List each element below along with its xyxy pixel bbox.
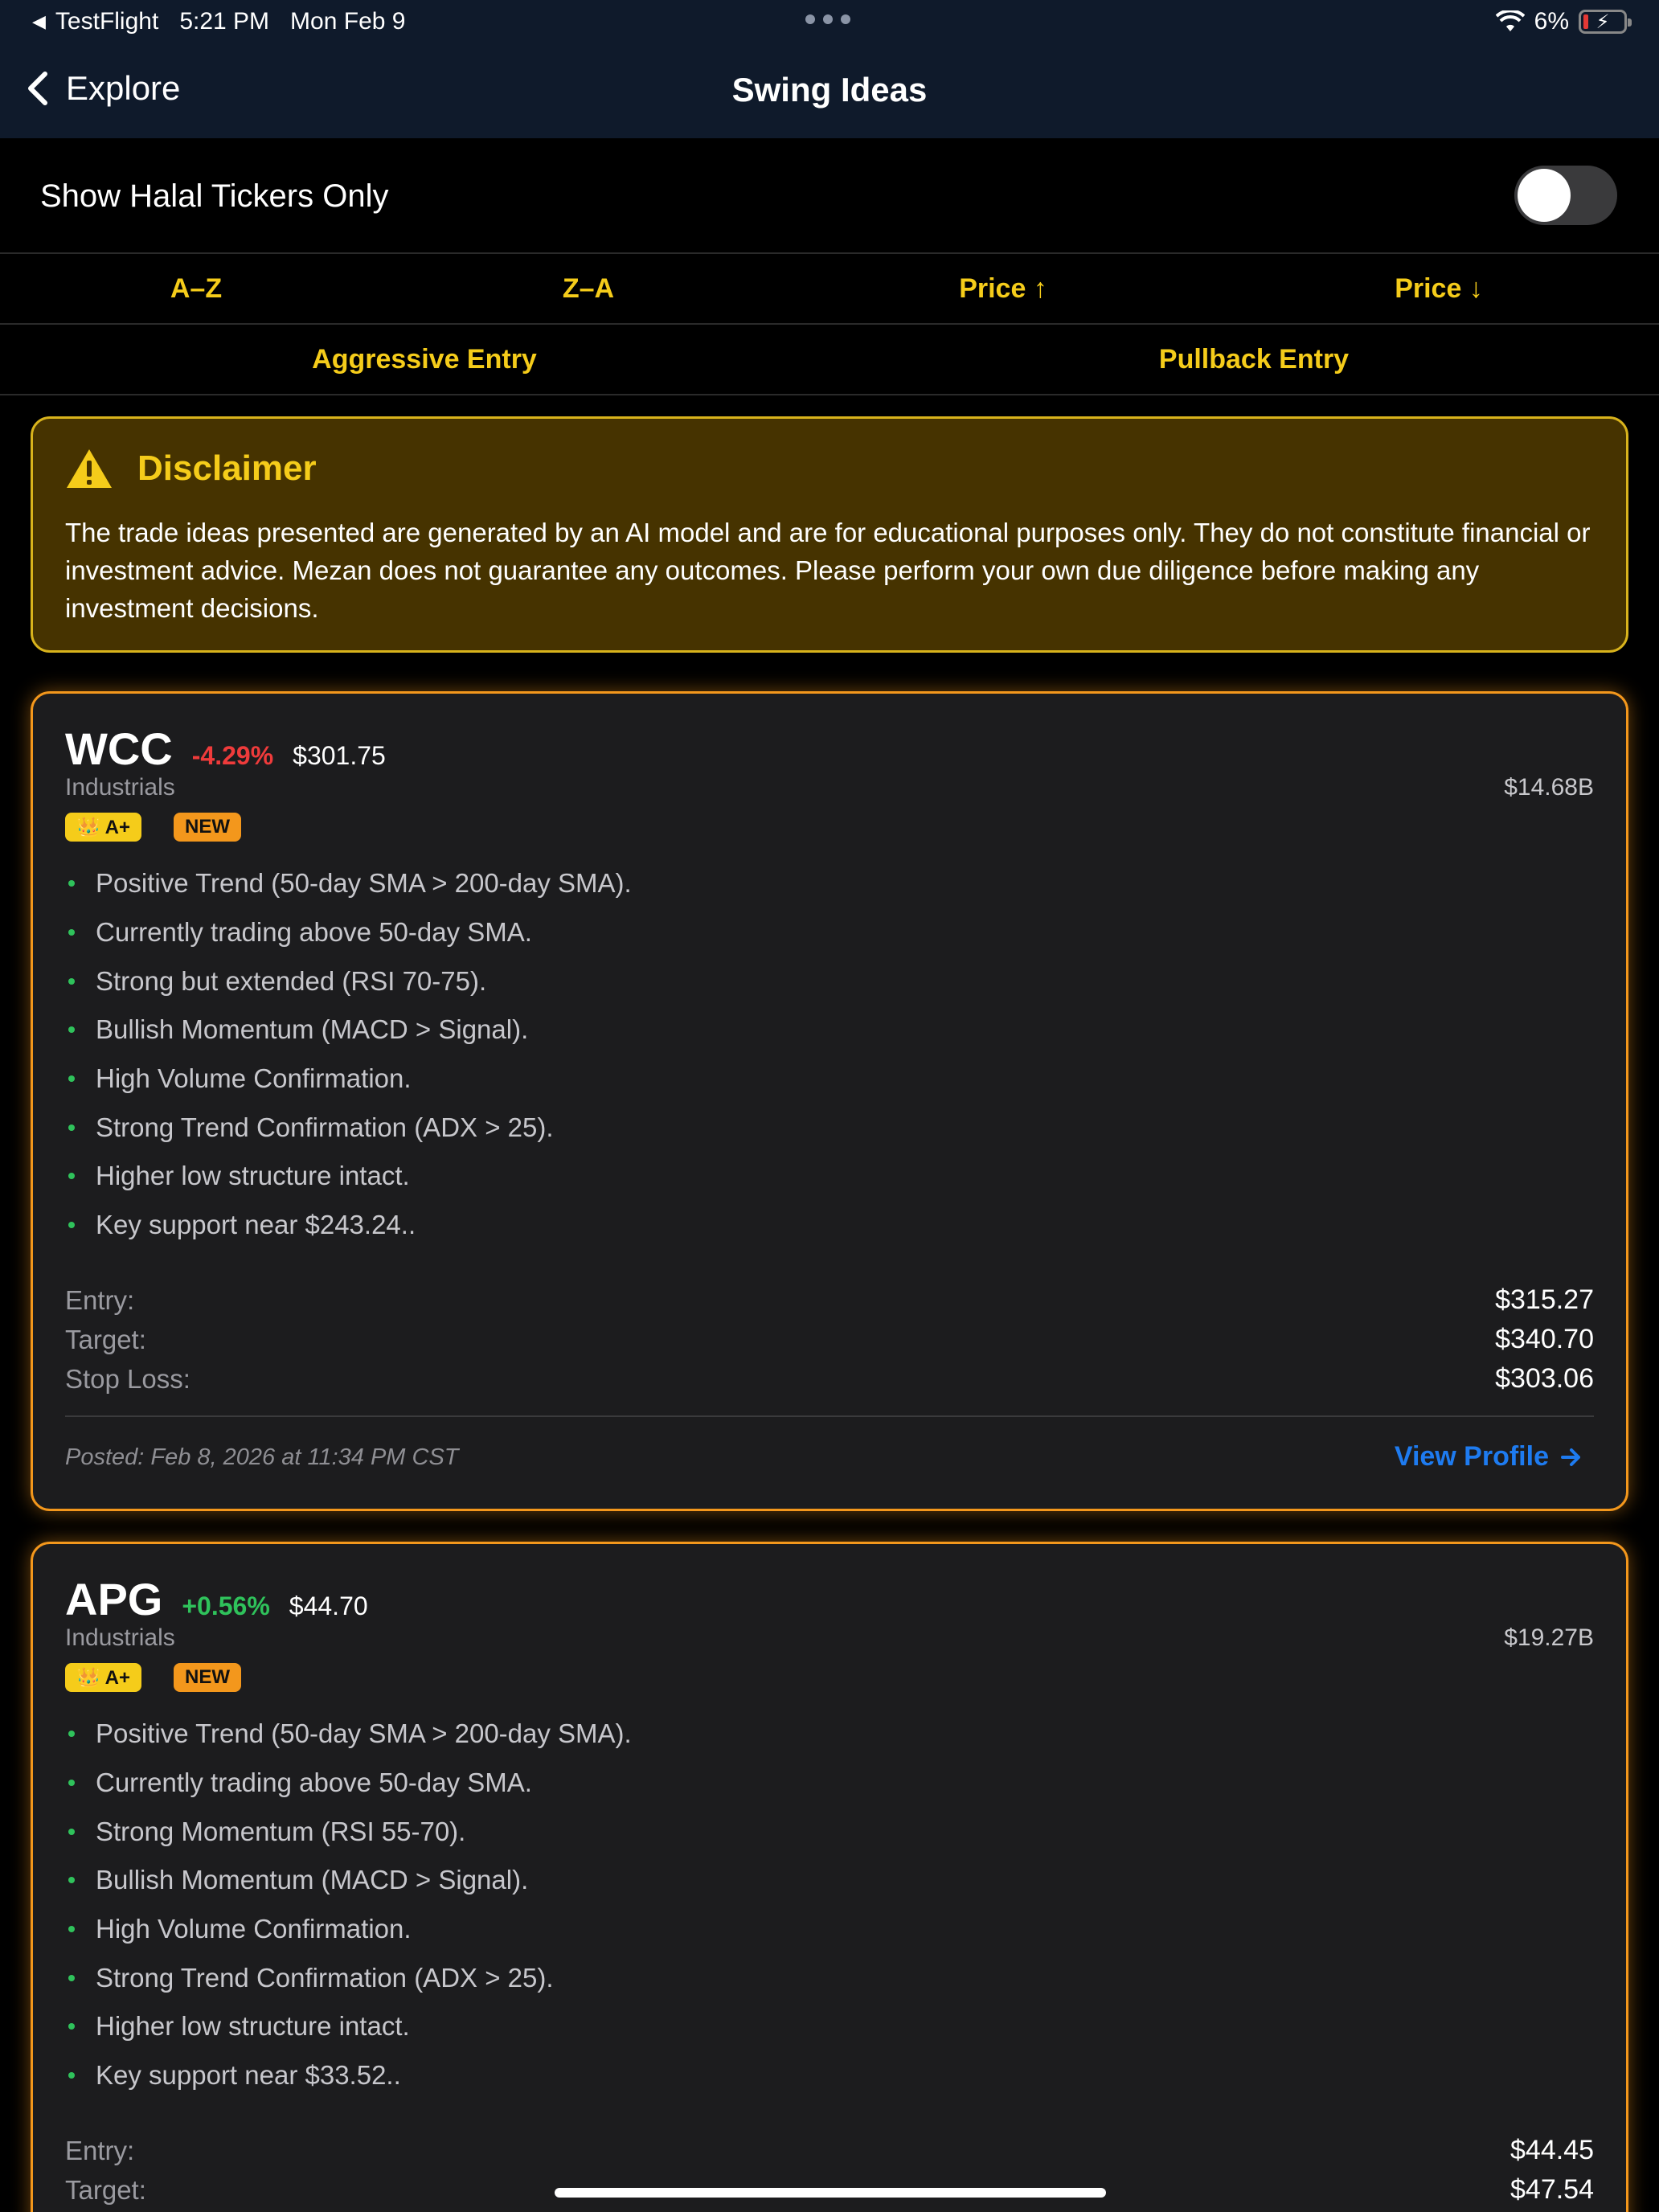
signal-item <box>65 1905 632 1954</box>
entry-value: $315.27 <box>1495 1284 1594 1315</box>
disclaimer-title: Disclaimer <box>137 449 317 488</box>
entry-row <box>65 1280 1594 1320</box>
swing-idea-card[interactable] <box>31 1542 1628 2212</box>
signal-list <box>65 859 632 1250</box>
signal-item <box>65 1856 632 1905</box>
grade-badge: 👑 A+ <box>65 1663 141 1692</box>
bullet-icon <box>68 1731 75 1737</box>
swing-idea-card[interactable] <box>31 691 1628 1511</box>
signal-text: Bullish Momentum (MACD > Signal). <box>96 1014 529 1045</box>
card-divider <box>65 1415 1594 1417</box>
trade-levels <box>65 2131 1594 2210</box>
disclaimer-box <box>31 416 1628 653</box>
halal-filter-label: Show Halal Tickers Only <box>40 178 389 214</box>
posted-timestamp: Posted: Feb 8, 2026 at 11:34 PM CST <box>65 1444 459 1470</box>
bullet-icon <box>68 1124 75 1131</box>
signal-item <box>65 956 632 1006</box>
entry-type-row <box>0 325 1659 395</box>
signal-item <box>65 1201 632 1250</box>
bullet-icon <box>68 2072 75 2079</box>
target-value: $340.70 <box>1495 1324 1594 1354</box>
halal-filter-row <box>0 138 1659 254</box>
aggressive-entry-button[interactable]: Aggressive Entry <box>312 344 537 375</box>
status-time: 5:21 PM <box>179 8 270 35</box>
ticker-symbol: APG <box>65 1574 163 1624</box>
battery-charging-icon: ⚡ <box>1579 10 1627 34</box>
sort-options-row <box>0 254 1659 325</box>
sort-z-a-button[interactable]: Z–A <box>562 273 615 304</box>
signal-item <box>65 859 632 908</box>
signal-text: Currently trading above 50-day SMA. <box>96 917 532 948</box>
back-to-app-icon[interactable]: ◀ <box>32 11 46 31</box>
target-label: Target: <box>65 1324 146 1354</box>
ticker-symbol: WCC <box>65 723 173 774</box>
signal-text: High Volume Confirmation. <box>96 1063 412 1094</box>
toggle-knob <box>1518 169 1571 222</box>
bullet-icon <box>68 1075 75 1082</box>
signal-text: Key support near $243.24.. <box>96 1210 416 1240</box>
wifi-icon <box>1496 10 1525 33</box>
halal-toggle[interactable] <box>1514 166 1617 225</box>
bullet-icon <box>68 880 75 887</box>
bullet-icon <box>68 1829 75 1835</box>
arrow-right-icon <box>1560 1446 1583 1469</box>
bullet-icon <box>68 929 75 936</box>
signal-item <box>65 1710 632 1759</box>
signal-item <box>65 2051 632 2100</box>
entry-label: Entry: <box>65 1284 135 1315</box>
price-change: +0.56% <box>182 1591 270 1620</box>
view-profile-link[interactable] <box>1395 1441 1583 1473</box>
status-date: Mon Feb 9 <box>290 8 406 35</box>
signal-item <box>65 1006 632 1055</box>
new-badge: NEW <box>174 813 241 842</box>
battery-percent: 6% <box>1534 8 1569 35</box>
signal-item <box>65 1103 632 1152</box>
signal-item <box>65 1759 632 1808</box>
signal-text: High Volume Confirmation. <box>96 1914 412 1944</box>
signal-text: Positive Trend (50-day SMA > 200-day SMA). <box>96 868 632 899</box>
signal-item <box>65 1953 632 2002</box>
pullback-entry-button[interactable]: Pullback Entry <box>1158 344 1350 375</box>
bullet-icon <box>68 1877 75 1883</box>
home-indicator[interactable] <box>555 2188 1106 2198</box>
sort-a-z-button[interactable]: A–Z <box>170 273 223 304</box>
signal-text: Bullish Momentum (MACD > Signal). <box>96 1865 529 1895</box>
bullet-icon <box>68 2023 75 2030</box>
price-change: -4.29% <box>191 741 274 770</box>
signal-item <box>65 2002 632 2051</box>
entry-label: Entry: <box>65 2135 135 2165</box>
bullet-icon <box>68 1026 75 1033</box>
target-value: $47.54 <box>1510 2174 1594 2205</box>
signal-text: Key support near $33.52.. <box>96 2060 401 2091</box>
sector-label: Industrials <box>65 1624 175 1651</box>
new-badge: NEW <box>174 1663 241 1692</box>
bullet-icon <box>68 1780 75 1786</box>
signal-text: Higher low structure intact. <box>96 2011 410 2042</box>
sort-price-asc-button[interactable]: Price ↑ <box>959 273 1047 304</box>
target-row <box>65 1320 1594 1359</box>
bullet-icon <box>68 1975 75 1981</box>
grade-badge: 👑 A+ <box>65 813 141 842</box>
bullet-icon <box>68 1926 75 1932</box>
signal-item <box>65 1055 632 1104</box>
signal-item <box>65 908 632 957</box>
bullet-icon <box>68 1222 75 1228</box>
sector-label: Industrials <box>65 774 175 801</box>
target-label: Target: <box>65 2174 146 2205</box>
signal-item <box>65 1152 632 1201</box>
trade-levels <box>65 1280 1594 1399</box>
signal-text: Higher low structure intact. <box>96 1161 410 1191</box>
current-price: $301.75 <box>293 741 386 770</box>
navigation-bar <box>0 45 1659 138</box>
stop-loss-value: $303.06 <box>1495 1363 1594 1394</box>
signal-list <box>65 1710 632 2100</box>
multitasking-dots-icon[interactable] <box>805 14 850 24</box>
back-label: Explore <box>66 69 181 107</box>
status-bar <box>0 0 1659 45</box>
signal-text: Strong but extended (RSI 70-75). <box>96 965 487 996</box>
view-profile-label: View Profile <box>1394 1441 1549 1472</box>
signal-text: Positive Trend (50-day SMA > 200-day SMA). <box>96 1718 632 1749</box>
entry-value: $44.45 <box>1510 2135 1594 2165</box>
bullet-icon <box>68 1173 75 1179</box>
page-title: Swing Ideas <box>731 71 928 109</box>
signal-text: Strong Trend Confirmation (ADX > 25). <box>96 1112 554 1142</box>
signal-text: Strong Momentum (RSI 55-70). <box>96 1816 466 1846</box>
signal-item <box>65 1807 632 1856</box>
stop-loss-row <box>65 1359 1594 1399</box>
signal-text: Strong Trend Confirmation (ADX > 25). <box>96 1962 554 1993</box>
bullet-icon <box>68 978 75 985</box>
disclaimer-text: The trade ideas presented are generated by an AI model and are for educational purposes only. They do not constitute financial or investment advice. Mezan does not guarantee any outcomes. Please perform your own due diligence before making any investment decisions. <box>65 518 1591 623</box>
current-price: $44.70 <box>289 1591 368 1620</box>
stop-loss-label: Stop Loss: <box>65 1363 190 1394</box>
sort-price-desc-button[interactable]: Price ↓ <box>1395 273 1483 304</box>
signal-text: Currently trading above 50-day SMA. <box>96 1768 532 1798</box>
market-cap: $14.68B <box>1504 774 1594 801</box>
warning-icon <box>65 448 113 490</box>
status-app-name[interactable]: TestFlight <box>55 8 159 35</box>
market-cap: $19.27B <box>1504 1624 1594 1651</box>
entry-row <box>65 2131 1594 2170</box>
